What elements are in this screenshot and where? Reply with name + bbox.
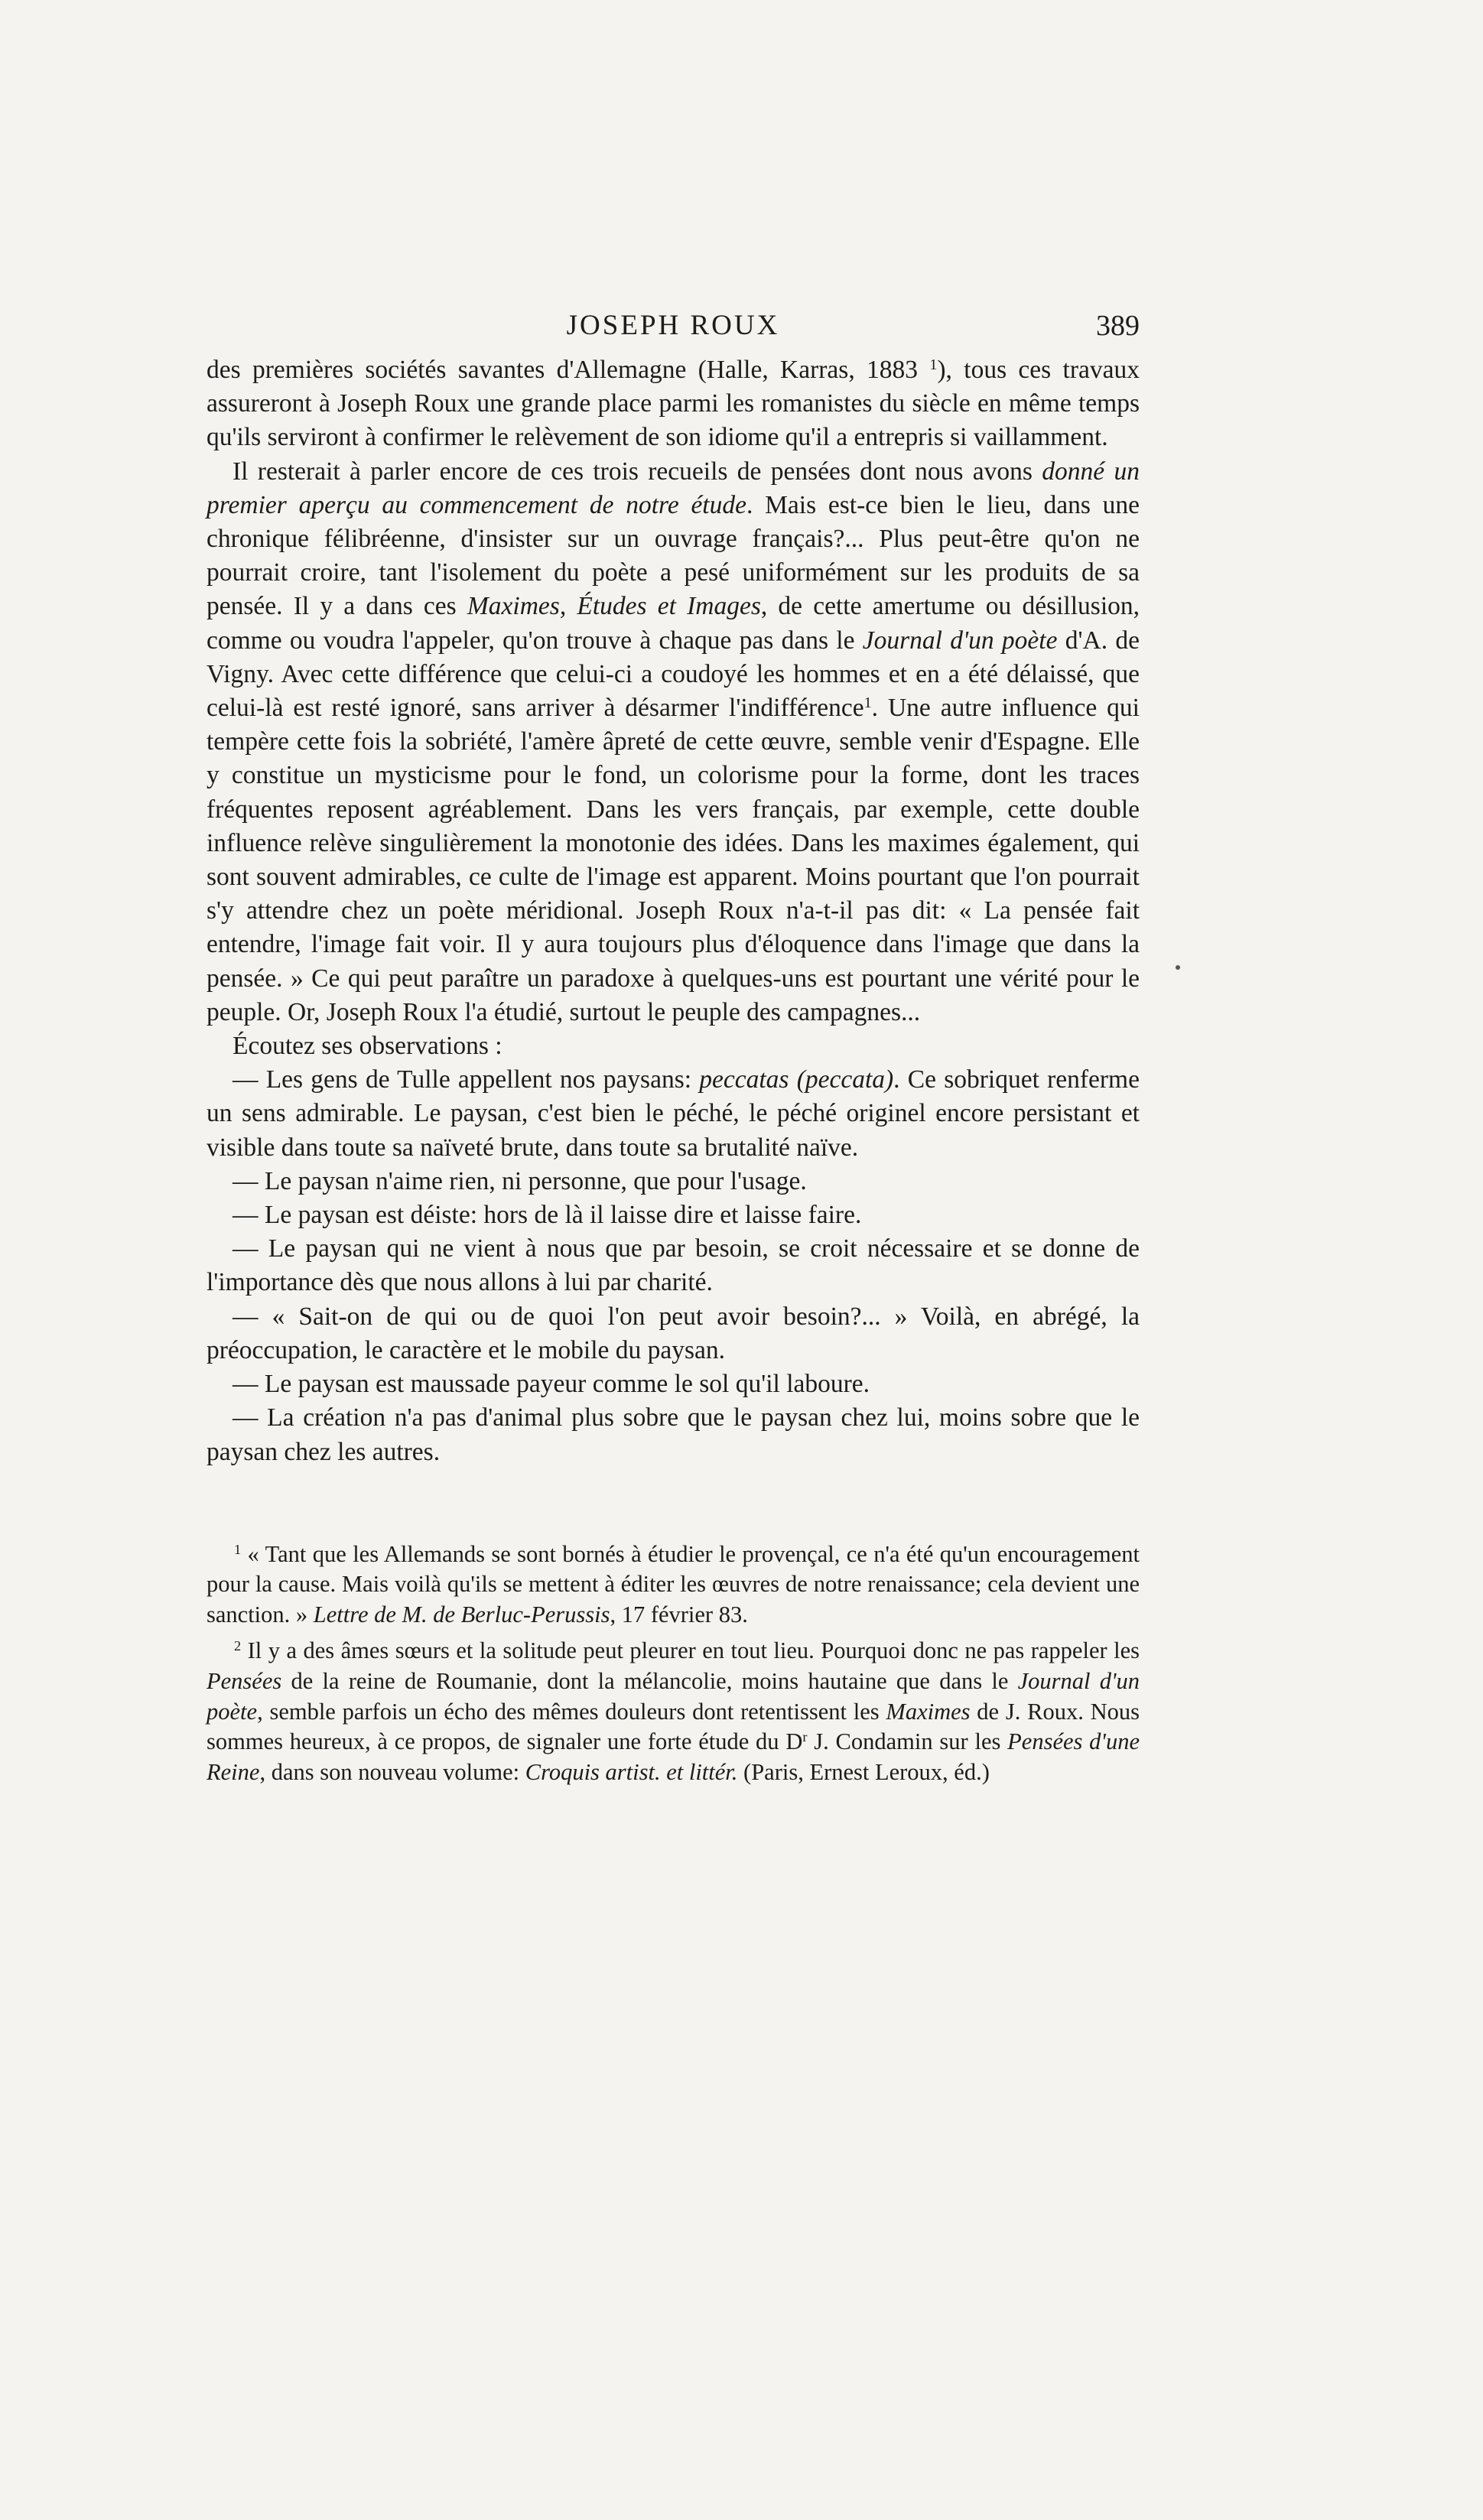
paragraph <box>207 455 1140 1029</box>
page-number: 389 <box>1096 310 1140 342</box>
paragraph <box>207 1300 1140 1367</box>
running-title: JOSEPH ROUX <box>566 310 780 341</box>
book-page <box>207 300 1140 1793</box>
italic-text: Pensées d'une Reine <box>207 1728 1140 1785</box>
text-run: . Mais est-ce bien le lieu, dans une chronique félibréenne, d'insister sur un ouvrage français?... Plus peut-être qu'on ne pourrait croire, tant l'isolement du poète a pesé uniformément sur les produits de sa pensée. Il y a dans ces <box>207 490 1140 621</box>
italic-text: Lettre de M. de Berluc-Perussis <box>313 1601 610 1627</box>
text-run: . Une autre influence qui tempère cette fois la sobriété, l'amère âpreté de cette œuvre, semble venir d'Espagne. Elle y constitue un mysticisme pour le fond, un colorisme pour la forme, dont les traces fréquentes reposent agréablement. Dans les vers français, par exemple, cette double influence relève singulièrement la monotonie des idées. Dans les maximes également, qui sont souvent admirables, ce culte de l'image est apparent. Moins pourtant que l'on pourrait s'y attendre chez un poète méridional. Joseph Roux n'a-t-il pas dit: « La pensée fait entendre, l'image fait voir. Il y aura toujours plus d'éloquence dans l'image que dans la pensée. » Ce qui peut paraître un paradoxe à quelques-uns est pourtant une vérité pour le peuple. Or, Joseph Roux l'a étudié, surtout le peuple des campagnes... <box>207 694 1140 1026</box>
italic-text: Maximes <box>886 1698 971 1725</box>
running-head <box>207 300 1140 353</box>
text-run: , dans son nouveau volume: <box>259 1758 525 1785</box>
paragraph <box>207 1165 1140 1198</box>
footnote <box>207 1636 1140 1787</box>
italic-text: Journal d'un poète <box>207 1668 1140 1725</box>
text-run: d'A. de Vigny. Avec cette différence que celui-ci a coudoyé les hommes et en a été délaissé, que celui-là est resté ignoré, sans arriver à désarmer l'indifférence <box>207 626 1140 723</box>
text-run: des premières sociétés savantes d'Allemagne (Halle, Karras, 1883 <box>207 356 930 384</box>
paragraph <box>207 353 1140 455</box>
paragraph <box>207 1029 1140 1063</box>
text-run: de J. Roux. Nous sommes heureux, à ce propos, de signaler une forte étude du D <box>207 1698 1140 1755</box>
text-run: , semble parfois un écho des mêmes douleurs dont retentissent les <box>257 1698 886 1725</box>
paragraph <box>207 1063 1140 1165</box>
body-text <box>207 353 1140 1469</box>
text-run: — Le paysan qui ne vient à nous que par besoin, se croit nécessaire et se donne de l'importance dès que nous allons à lui par charité. <box>207 1234 1140 1297</box>
italic-text: donné un premier aperçu au commencement de notre étude <box>207 457 1140 519</box>
paragraph <box>207 1232 1140 1299</box>
footnote-marker: 1 <box>234 1541 242 1557</box>
footnote <box>207 1540 1140 1631</box>
text-run: (Paris, Ernest Leroux, éd.) <box>737 1758 990 1785</box>
text-run: — Le paysan est maussade payeur comme le sol qu'il laboure. <box>233 1370 870 1399</box>
footnote-marker: 2 <box>234 1638 242 1654</box>
text-run: de la reine de Roumanie, dont la mélancolie, moins hautaine que dans le <box>281 1668 1018 1695</box>
text-run: — Les gens de Tulle appellent nos paysans: <box>233 1065 700 1094</box>
footnote-marker: r <box>802 1729 808 1745</box>
paragraph <box>207 1198 1140 1232</box>
italic-text: Journal d'un poète <box>862 626 1058 655</box>
text-run: — « Sait-on de qui ou de quoi l'on peut avoir besoin?... » Voilà, en abrégé, la préoccupation, le caractère et le mobile du paysan. <box>207 1302 1140 1364</box>
text-run: Écoutez ses observations : <box>233 1032 502 1061</box>
paragraph <box>207 1367 1140 1401</box>
footnote-marker: 1 <box>929 356 938 373</box>
italic-text: Pensées <box>207 1668 282 1695</box>
text-run: — Le paysan est déiste: hors de là il laisse dire et laisse faire. <box>233 1201 862 1230</box>
text-run: , 17 février 83. <box>610 1601 748 1627</box>
text-run: — La création n'a pas d'animal plus sobre que le paysan chez lui, moins sobre que le paysan chez les autres. <box>207 1403 1140 1466</box>
paragraph <box>207 1401 1140 1468</box>
italic-text: peccatas (peccata) <box>699 1065 894 1094</box>
text-run: ), tous ces travaux assureront à Joseph Roux une grande place parmi les romanistes du siècle en même temps qu'ils serviront à confirmer le relèvement de son idiome qu'il a entrepris si vaillamment. <box>207 356 1140 452</box>
text-run: , de cette amertume ou désillusion, comme ou voudra l'appeler, qu'on trouve à chaque pas dans le <box>207 592 1140 655</box>
text-run: « Tant que les Allemands se sont bornés à étudier le provençal, ce n'a été qu'un encouragement pour la cause. Mais voilà qu'ils se mettent à éditer les œuvres de notre renaissance; cela devient une sanction. » <box>207 1540 1140 1627</box>
ink-speck <box>1176 965 1180 970</box>
text-run: . Ce sobriquet renferme un sens admirable. Le paysan, c'est bien le péché, le péché originel encore persistant et visible dans toute sa naïveté brute, dans toute sa brutalité naïve. <box>207 1065 1140 1162</box>
footnotes <box>207 1540 1140 1788</box>
text-run: — Le paysan n'aime rien, ni personne, que pour l'usage. <box>233 1166 807 1195</box>
italic-text: Croquis artist. et littér. <box>525 1758 738 1785</box>
text-run: Il y a des âmes sœurs et la solitude peut pleurer en tout lieu. Pourquoi donc ne pas rappeler les <box>241 1637 1140 1664</box>
text-run: J. Condamin sur les <box>807 1728 1008 1755</box>
text-run: Il resterait à parler encore de ces trois recueils de pensées dont nous avons <box>233 457 1042 486</box>
italic-text: Maximes, Études et Images <box>467 592 761 621</box>
footnote-marker: 1 <box>863 694 872 711</box>
